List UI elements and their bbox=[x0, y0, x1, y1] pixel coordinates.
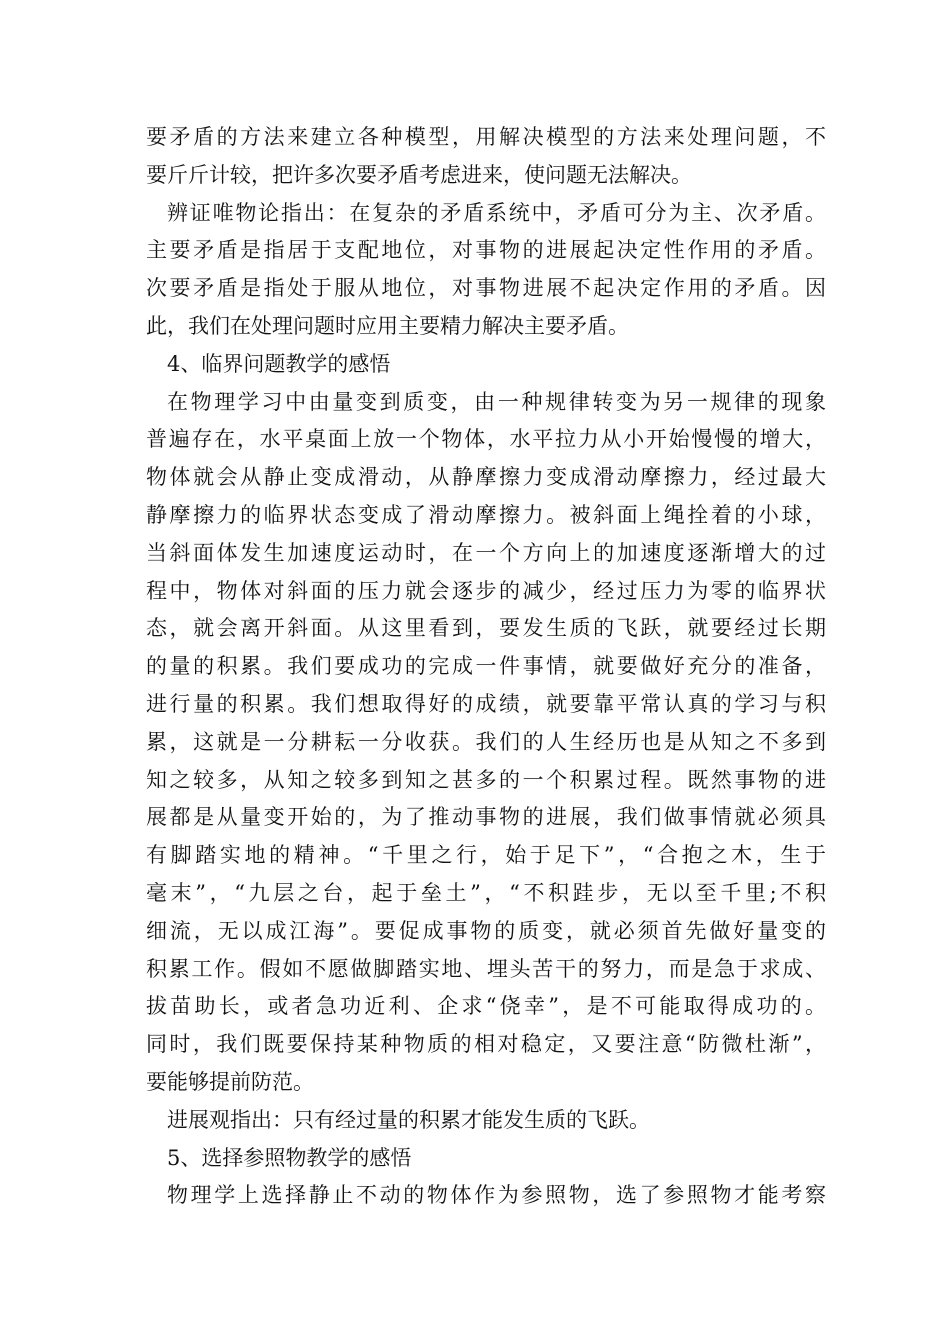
paragraph-line: 在物理学习中由量变到质变，由一种规律转变为另一规律的现象 bbox=[167, 389, 826, 414]
paragraph-line: 有脚踏实地的精神。“千里之行，始于足下”，“合抱之木，生于 bbox=[146, 843, 826, 868]
paragraph-line: 同时，我们既要保持某种物质的相对稳定，又要注意“防微杜渐”， bbox=[146, 1032, 826, 1057]
section-heading: 4、临界问题教学的感悟 bbox=[167, 351, 391, 376]
paragraph-line: 累，这就是一分耕耘一分收获。我们的人生经历也是从知之不多到 bbox=[146, 729, 826, 754]
paragraph-line: 进行量的积累。我们想取得好的成绩，就要靠平常认真的学习与积 bbox=[146, 691, 826, 716]
paragraph-line: 进展观指出：只有经过量的积累才能发生质的飞跃。 bbox=[167, 1107, 650, 1132]
paragraph-line: 普遍存在，水平桌面上放一个物体，水平拉力从小开始慢慢的增大， bbox=[146, 427, 826, 452]
paragraph-line: 细流，无以成江海”。要促成事物的质变，就必须首先做好量变的 bbox=[146, 918, 826, 943]
paragraph-line: 要能够提前防范。 bbox=[146, 1069, 314, 1094]
paragraph-line: 态，就会离开斜面。从这里看到，要发生质的飞跃，就要经过长期 bbox=[146, 616, 826, 641]
paragraph-line: 毫末”，“九层之台，起于垒土”，“不积跬步，无以至千里;不积 bbox=[146, 880, 826, 905]
paragraph-line: 物理学上选择静止不动的物体作为参照物，选了参照物才能考察 bbox=[167, 1183, 826, 1208]
paragraph-line: 辨证唯物论指出：在复杂的矛盾系统中，矛盾可分为主、次矛盾。 bbox=[167, 200, 826, 225]
paragraph-line: 次要矛盾是指处于服从地位，对事物进展不起决定作用的矛盾。因 bbox=[146, 276, 826, 301]
paragraph-line: 静摩擦力的临界状态变成了滑动摩擦力。被斜面上绳拴着的小球， bbox=[146, 502, 826, 527]
paragraph-line: 物体就会从静止变成滑动，从静摩擦力变成滑动摩擦力，经过最大 bbox=[146, 465, 826, 490]
paragraph-line: 要斤斤计较，把许多次要矛盾考虑进来，使问题无法解决。 bbox=[146, 162, 692, 187]
paragraph-line: 主要矛盾是指居于支配地位，对事物的进展起决定性作用的矛盾。 bbox=[146, 238, 826, 263]
paragraph-line: 程中，物体对斜面的压力就会逐步的减少，经过压力为零的临界状 bbox=[146, 578, 826, 603]
section-heading: 5、选择参照物教学的感悟 bbox=[167, 1145, 412, 1170]
paragraph-line: 要矛盾的方法来建立各种模型，用解决模型的方法来处理问题，不 bbox=[146, 125, 826, 149]
body-text bbox=[146, 119, 826, 1215]
paragraph-line: 展都是从量变开始的，为了推动事物的进展，我们做事情就必须具 bbox=[146, 805, 826, 830]
paragraph-line: 此，我们在处理问题时应用主要精力解决主要矛盾。 bbox=[146, 313, 629, 338]
paragraph-line: 拔苗助长，或者急功近利、企求“侥幸”，是不可能取得成功的。 bbox=[146, 994, 826, 1019]
paragraph-line: 当斜面体发生加速度运动时，在一个方向上的加速度逐渐增大的过 bbox=[146, 540, 826, 565]
paragraph-line: 的量的积累。我们要成功的完成一件事情，就要做好充分的准备， bbox=[146, 654, 826, 679]
paragraph-line: 积累工作。假如不愿做脚踏实地、埋头苦干的努力，而是急于求成、 bbox=[146, 956, 826, 981]
paragraph-line: 知之较多，从知之较多到知之甚多的一个积累过程。既然事物的进 bbox=[146, 767, 826, 792]
